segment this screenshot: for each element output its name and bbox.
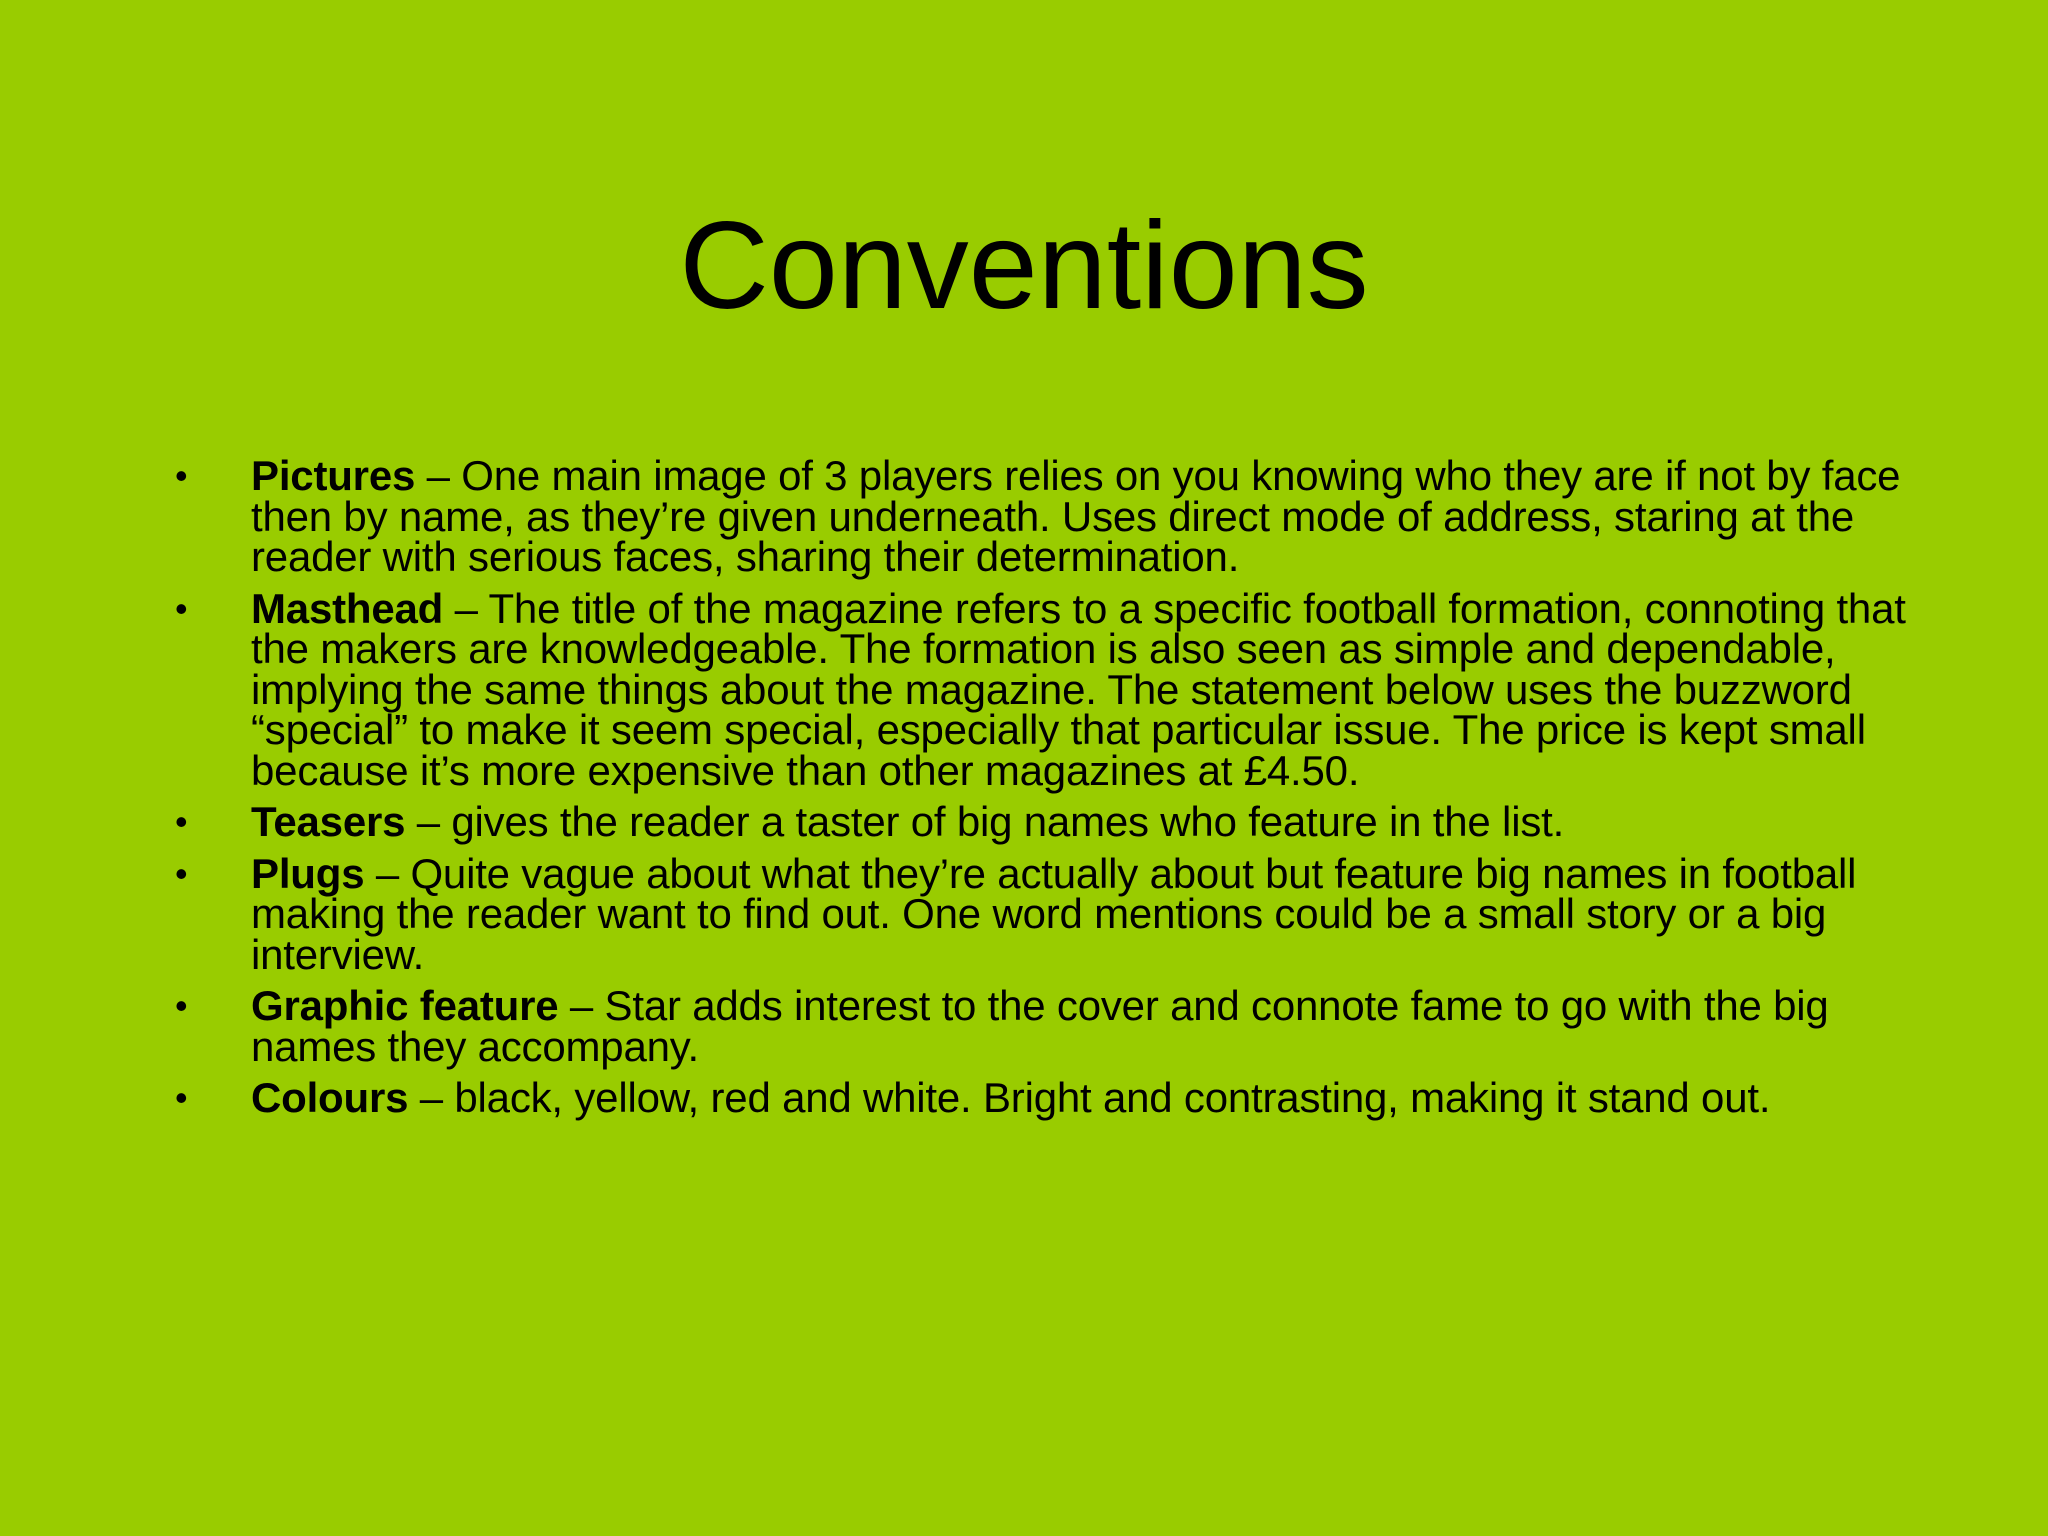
bullet-icon: • [175,985,188,1026]
bullet-item-colours [0,1074,2048,1121]
bullet-list [0,452,2048,1130]
bullet-description: – The title of the magazine refers to a specific football formation, connoting that the makers are knowledgeable. The formation is also seen as simple and dependable, implying the same things about the magazine. The statement below uses the buzzword “special” to make it seem special, especially that particular issue. The price is kept small because it’s more expensive than other magazines at £4.50. [251,584,1906,794]
bullet-text [251,1074,1948,1121]
bullet-icon: • [175,852,188,894]
bullet-icon: • [175,801,188,842]
bullet-icon: • [175,1077,188,1118]
bullet-description: – gives the reader a taster of big names who feature in the list. [405,798,1565,845]
bullet-item-teasers [0,798,2048,845]
bullet-term: Pictures [251,452,416,499]
bullet-icon: • [175,587,188,629]
bullet-description: – Quite vague about what they’re actually about but feature big names in football making the reader want to find out. One word mentions could be a small story or a big interview. [251,849,1857,978]
bullet-item-masthead [0,584,2048,794]
bullet-term: Graphic feature [251,982,559,1029]
bullet-item-pictures [0,452,2048,580]
bullet-term: Masthead [251,584,444,632]
bullet-term: Teasers [251,798,406,845]
bullet-text [251,798,1948,845]
bullet-item-graphic-feature [0,982,2048,1070]
bullet-item-plugs [0,849,2048,978]
bullet-icon: • [175,455,188,496]
slide-title: Conventions [679,197,1369,335]
bullet-text [251,452,1948,580]
bullet-description: – Star adds interest to the cover and connote fame to go with the big names they accompany. [251,982,1829,1070]
bullet-term: Colours [251,1074,409,1121]
bullet-term: Plugs [251,849,365,897]
bullet-text [251,982,1948,1070]
bullet-text [251,584,1948,794]
bullet-text [251,849,1948,978]
bullet-description: – One main image of 3 players relies on you knowing who they are if not by face then by name, as they’re given underneath. Uses direct mode of address, staring at the reader with serious faces, sharing their determination. [251,452,1901,580]
bullet-description: – black, yellow, red and white. Bright and contrasting, making it stand out. [408,1074,1771,1121]
